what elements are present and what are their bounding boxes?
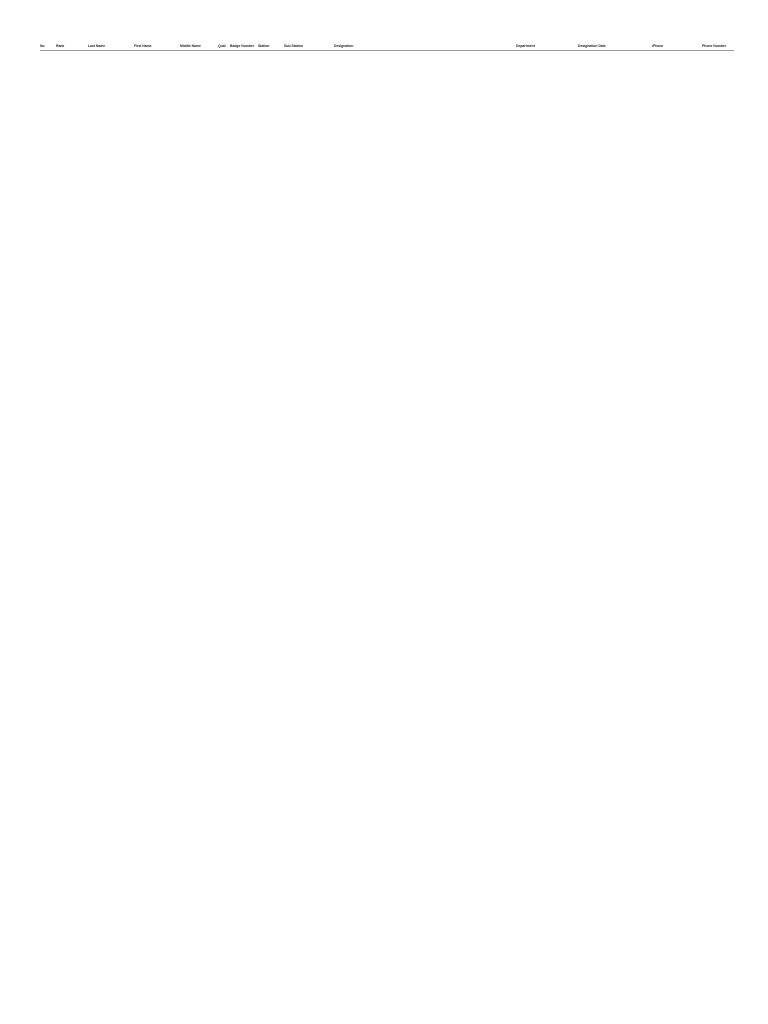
header-sub-station: Sub-Station (284, 44, 304, 48)
header-no: No (40, 44, 45, 48)
header-department: Department (516, 44, 535, 48)
header-first-name: First Name (134, 44, 152, 48)
header-station: Station (258, 44, 270, 48)
header-last-name: Last Name (88, 44, 106, 48)
header-iphone: iPhone (652, 44, 664, 48)
header-qual: Qual (218, 44, 226, 48)
header-middle-name: Middle Name (180, 44, 201, 48)
header-badge-number: Badge Number (230, 44, 255, 48)
header-rank: Rank (56, 44, 65, 48)
header-designation: Designation (334, 44, 354, 48)
header-designation-date: Designation Date (578, 44, 606, 48)
header-phone-number: Phone Number (702, 44, 727, 48)
table-header (40, 44, 734, 51)
